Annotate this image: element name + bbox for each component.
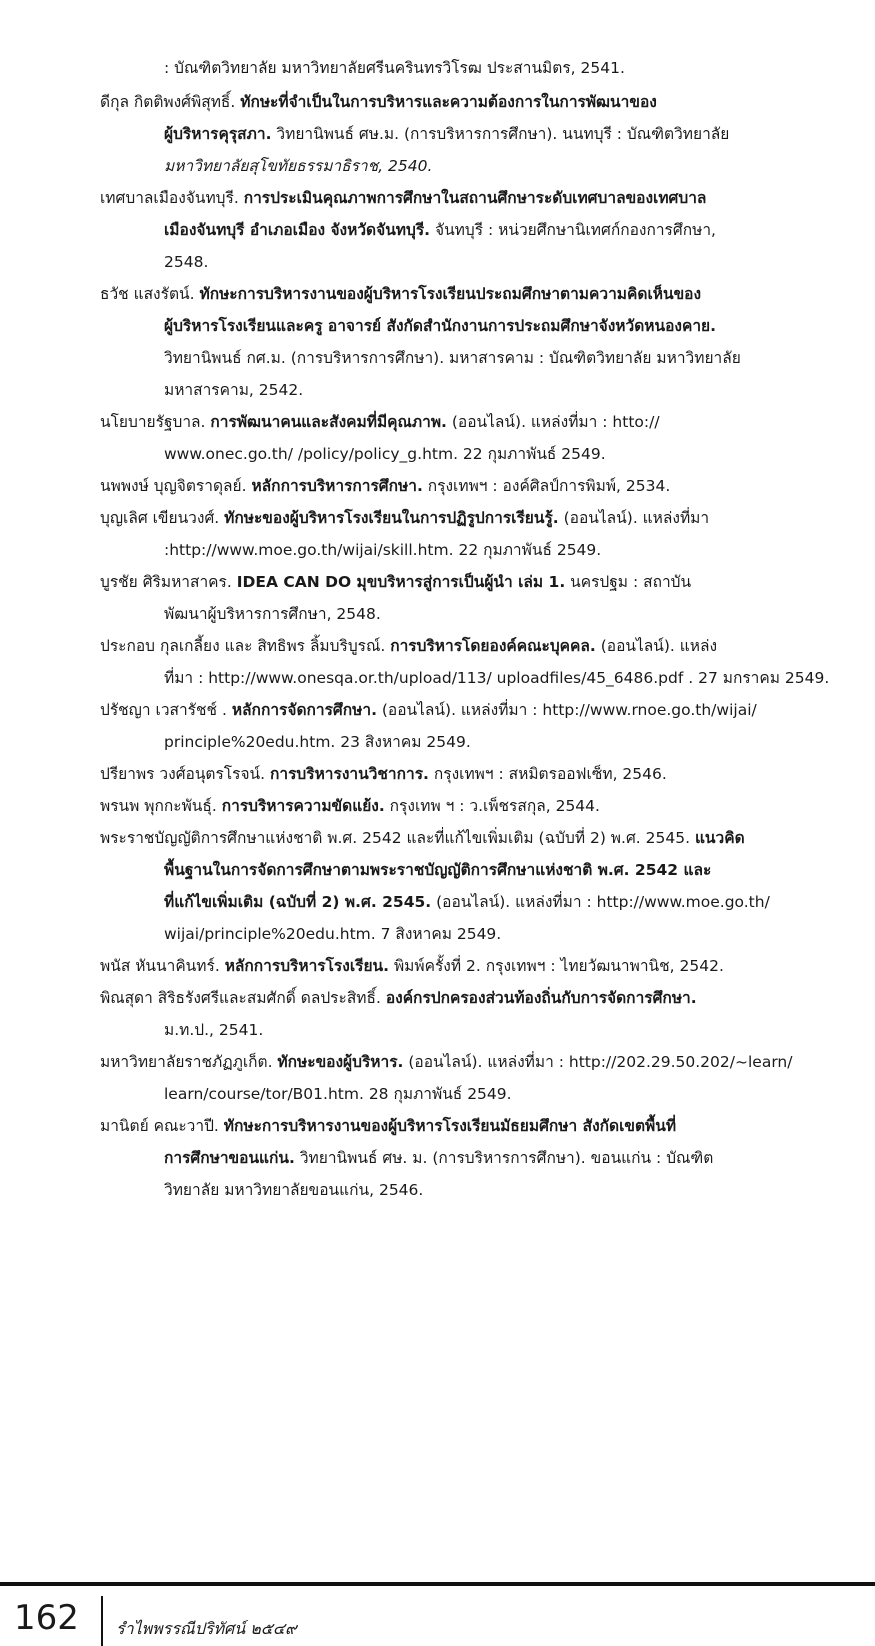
reference-title: การศึกษาขอนแก่น. bbox=[164, 1149, 295, 1167]
reference-text: กรุงเทพฯ : สหมิตรออฟเซ็ท, 2546. bbox=[428, 765, 667, 783]
reference-line bbox=[100, 822, 848, 854]
reference-text: ดีกุล กิตติพงศ์พิสุทธิ์. bbox=[100, 93, 241, 111]
reference-text: (ออนไลน์). แหล่งที่มา : htto:// bbox=[446, 413, 660, 431]
reference-line bbox=[100, 566, 848, 598]
reference-entry bbox=[100, 630, 848, 694]
reference-line bbox=[100, 342, 848, 374]
reference-entry bbox=[100, 86, 848, 182]
reference-text: (ออนไลน์). แหล่ง bbox=[595, 637, 718, 655]
reference-title: ที่แก้ไขเพิ่มเติม (ฉบับที่ 2) พ.ศ. 2545. bbox=[164, 893, 432, 911]
reference-text: (ออนไลน์). แหล่งที่มา bbox=[558, 509, 710, 527]
reference-text: วิทยานิพนธ์ ศษ. ม. (การบริหารการศึกษา). ขอนแก่น : บัณฑิต bbox=[294, 1149, 714, 1167]
reference-text: ปรียาพร วงศ์อนุตรโรจน์. bbox=[100, 765, 271, 783]
reference-text: พนัส หันนาคินทร์. bbox=[100, 957, 225, 975]
reference-title: ทักษะของผู้บริหารโรงเรียนในการปฏิรูปการเรียนรู้. bbox=[224, 509, 559, 527]
reference-text: ที่มา : http://www.onesqa.or.th/upload/113/ uploadfiles/45_6486.pdf . 27 มกราคม 2549. bbox=[164, 669, 830, 687]
reference-entry bbox=[100, 278, 848, 406]
reference-text: บุญเลิศ เขียนวงศ์. bbox=[100, 509, 225, 527]
reference-line bbox=[100, 86, 848, 118]
reference-title: ทักษะที่จำเป็นในการบริหารและความต้องการในการพัฒนาของ bbox=[240, 93, 657, 111]
reference-line bbox=[100, 726, 848, 758]
reference-entry bbox=[100, 52, 848, 84]
reference-line bbox=[100, 374, 848, 406]
reference-text: ปรัชญา เวสารัชช์ . bbox=[100, 701, 232, 719]
reference-line bbox=[100, 982, 848, 1014]
reference-line bbox=[100, 1142, 848, 1174]
reference-text: มหาสารคาม, 2542. bbox=[164, 381, 304, 399]
reference-title: การประเมินคุณภาพการศึกษาในสถานศึกษาระดับเทศบาลของเทศบาล bbox=[243, 189, 707, 207]
reference-line bbox=[100, 662, 848, 694]
reference-text: ม.ท.ป., 2541. bbox=[164, 1021, 264, 1039]
reference-text: พรนพ พุกกะพันธุ์. bbox=[100, 797, 222, 815]
reference-line bbox=[100, 1046, 848, 1078]
reference-entry bbox=[100, 182, 848, 278]
reference-line bbox=[100, 886, 848, 918]
reference-title: หลักการบริหารการศึกษา. bbox=[251, 477, 423, 495]
reference-title: ผู้บริหารคุรุสภา. bbox=[164, 125, 272, 143]
reference-line bbox=[100, 630, 848, 662]
reference-text: principle%20edu.htm. 23 สิงหาคม 2549. bbox=[164, 733, 471, 751]
reference-entry bbox=[100, 1046, 848, 1110]
reference-text: พิณสุดา สิริธรังศรีและสมศักดิ์ ดลประสิทธิ์. bbox=[100, 989, 386, 1007]
reference-entry bbox=[100, 502, 848, 566]
reference-title: แนวคิด bbox=[694, 829, 745, 847]
reference-title: ทักษะการบริหารงานของผู้บริหารโรงเรียนมัธยมศึกษา สังกัดเขตพื้นที่ bbox=[223, 1117, 677, 1135]
reference-line bbox=[100, 1174, 848, 1206]
reference-line bbox=[100, 694, 848, 726]
reference-text: (ออนไลน์). แหล่งที่มา : http://www.moe.go.th/ bbox=[431, 893, 770, 911]
footer-rule bbox=[0, 1582, 875, 1586]
reference-line bbox=[100, 598, 848, 630]
reference-title: ทักษะการบริหารงานของผู้บริหารโรงเรียนประถมศึกษาตามความคิดเห็นของ bbox=[199, 285, 702, 303]
running-title: รำไพพรรณีปริทัศน์ ๒๕๔๙ bbox=[116, 1619, 297, 1638]
reference-text: (ออนไลน์). แหล่งที่มา : http://www.rnoe.go.th/wijai/ bbox=[376, 701, 757, 719]
reference-entry bbox=[100, 790, 848, 822]
reference-line bbox=[100, 438, 848, 470]
reference-line bbox=[100, 918, 848, 950]
reference-title: การบริหารโดยองค์คณะบุคคล. bbox=[390, 637, 596, 655]
reference-line bbox=[100, 214, 848, 246]
reference-title: องค์กรปกครองส่วนท้องถิ่นกับการจัดการศึกษา. bbox=[385, 989, 697, 1007]
reference-line bbox=[100, 406, 848, 438]
reference-text: วิทยานิพนธ์ กศ.ม. (การบริหารการศึกษา). มหาสารคาม : บัณฑิตวิทยาลัย มหาวิทยาลัย bbox=[164, 349, 741, 367]
reference-line bbox=[100, 470, 848, 502]
reference-line bbox=[100, 534, 848, 566]
reference-line bbox=[100, 278, 848, 310]
reference-text: จันทบุรี : หน่วยศึกษานิเทศก์กองการศึกษา, bbox=[430, 221, 716, 239]
reference-line bbox=[100, 52, 848, 84]
reference-line bbox=[100, 854, 848, 886]
reference-line bbox=[100, 246, 848, 278]
reference-text: : บัณฑิตวิทยาลัย มหาวิทยาลัยศรีนครินทรวิโรฒ ประสานมิตร, 2541. bbox=[164, 59, 625, 77]
reference-entry bbox=[100, 758, 848, 790]
reference-entry bbox=[100, 694, 848, 758]
reference-text: (ออนไลน์). แหล่งที่มา : http://202.29.50.202/~learn/ bbox=[403, 1053, 793, 1071]
reference-line bbox=[100, 1014, 848, 1046]
reference-title: IDEA CAN DO มุขบริหารสู่การเป็นผู้นำ เล่ม 1. bbox=[236, 573, 566, 591]
reference-text: บูรชัย ศิริมหาสาคร. bbox=[100, 573, 237, 591]
reference-title: ทักษะของผู้บริหาร. bbox=[277, 1053, 404, 1071]
reference-entry bbox=[100, 982, 848, 1046]
reference-text: เทศบาลเมืองจันทบุรี. bbox=[100, 189, 244, 207]
reference-line bbox=[100, 182, 848, 214]
reference-text: วิทยาลัย มหาวิทยาลัยขอนแก่น, 2546. bbox=[164, 1181, 424, 1199]
reference-line bbox=[100, 950, 848, 982]
reference-text: กรุงเทพ ฯ : ว.เพ็ชรสกุล, 2544. bbox=[384, 797, 600, 815]
reference-entry bbox=[100, 470, 848, 502]
reference-title: การบริหารความขัดแย้ง. bbox=[221, 797, 385, 815]
reference-text: มหาวิทยาลัยราชภัฏภูเก็ต. bbox=[100, 1053, 278, 1071]
reference-title: การบริหารงานวิชาการ. bbox=[270, 765, 429, 783]
reference-entry bbox=[100, 950, 848, 982]
page-number: 162 bbox=[14, 1598, 79, 1638]
reference-text: นพพงษ์ บุญจิตราดุลย์. bbox=[100, 477, 252, 495]
reference-entry bbox=[100, 566, 848, 630]
reference-text: :http://www.moe.go.th/wijai/skill.htm. 22 กุมภาพันธ์ 2549. bbox=[164, 541, 602, 559]
reference-text: wijai/principle%20edu.htm. 7 สิงหาคม 2549. bbox=[164, 925, 502, 943]
reference-title: การพัฒนาคนและสังคมที่มีคุณภาพ. bbox=[210, 413, 447, 431]
reference-text: 2548. bbox=[164, 253, 209, 271]
reference-entry bbox=[100, 1110, 848, 1206]
reference-line bbox=[100, 1110, 848, 1142]
reference-text: ธวัช แสงรัตน์. bbox=[100, 285, 200, 303]
reference-line bbox=[100, 118, 848, 150]
reference-line bbox=[100, 1078, 848, 1110]
reference-text: มานิตย์ คณะวาปี. bbox=[100, 1117, 224, 1135]
reference-title: พื้นฐานในการจัดการศึกษาตามพระราชบัญญัติการศึกษาแห่งชาติ พ.ศ. 2542 และ bbox=[164, 861, 712, 879]
footer-divider bbox=[101, 1596, 103, 1646]
reference-title: เมืองจันทบุรี อำเภอเมือง จังหวัดจันทบุรี. bbox=[164, 221, 431, 239]
reference-line bbox=[100, 790, 848, 822]
reference-text: learn/course/tor/B01.htm. 28 กุมภาพันธ์ 2549. bbox=[164, 1085, 512, 1103]
reference-text: นครปฐม : สถาบัน bbox=[565, 573, 692, 591]
reference-text: พระราชบัญญัติการศึกษาแห่งชาติ พ.ศ. 2542 และที่แก้ไขเพิ่มเติม (ฉบับที่ 2) พ.ศ. 2545. bbox=[100, 829, 695, 847]
reference-text: www.onec.go.th/ /policy/policy_g.htm. 22 กุมภาพันธ์ 2549. bbox=[164, 445, 606, 463]
reference-line bbox=[100, 150, 848, 182]
reference-text: นโยบายรัฐบาล. bbox=[100, 413, 211, 431]
reference-text: มหาวิทยาลัยสุโขทัยธรรมาธิราช, 2540. bbox=[164, 157, 433, 175]
reference-line bbox=[100, 310, 848, 342]
reference-text: กรุงเทพฯ : องค์ศิลป์การพิมพ์, 2534. bbox=[422, 477, 671, 495]
reference-line bbox=[100, 502, 848, 534]
reference-line bbox=[100, 758, 848, 790]
reference-entry bbox=[100, 822, 848, 950]
reference-title: หลักการจัดการศึกษา. bbox=[231, 701, 377, 719]
reference-entry bbox=[100, 406, 848, 470]
reference-title: หลักการบริหารโรงเรียน. bbox=[224, 957, 390, 975]
reference-text: พิมพ์ครั้งที่ 2. กรุงเทพฯ : ไทยวัฒนาพานิช, 2542. bbox=[389, 957, 724, 975]
reference-text: ประกอบ กุลเกลี้ยง และ สิทธิพร ลิ้มบริบูรณ์. bbox=[100, 637, 391, 655]
reference-title: ผู้บริหารโรงเรียนและครู อาจารย์ สังกัดสำนักงานการประถมศึกษาจังหวัดหนองคาย. bbox=[164, 317, 717, 335]
reference-text: วิทยานิพนธ์ ศษ.ม. (การบริหารการศึกษา). นนทบุรี : บัณฑิตวิทยาลัย bbox=[271, 125, 730, 143]
reference-text: พัฒนาผู้บริหารการศึกษา, 2548. bbox=[164, 605, 381, 623]
